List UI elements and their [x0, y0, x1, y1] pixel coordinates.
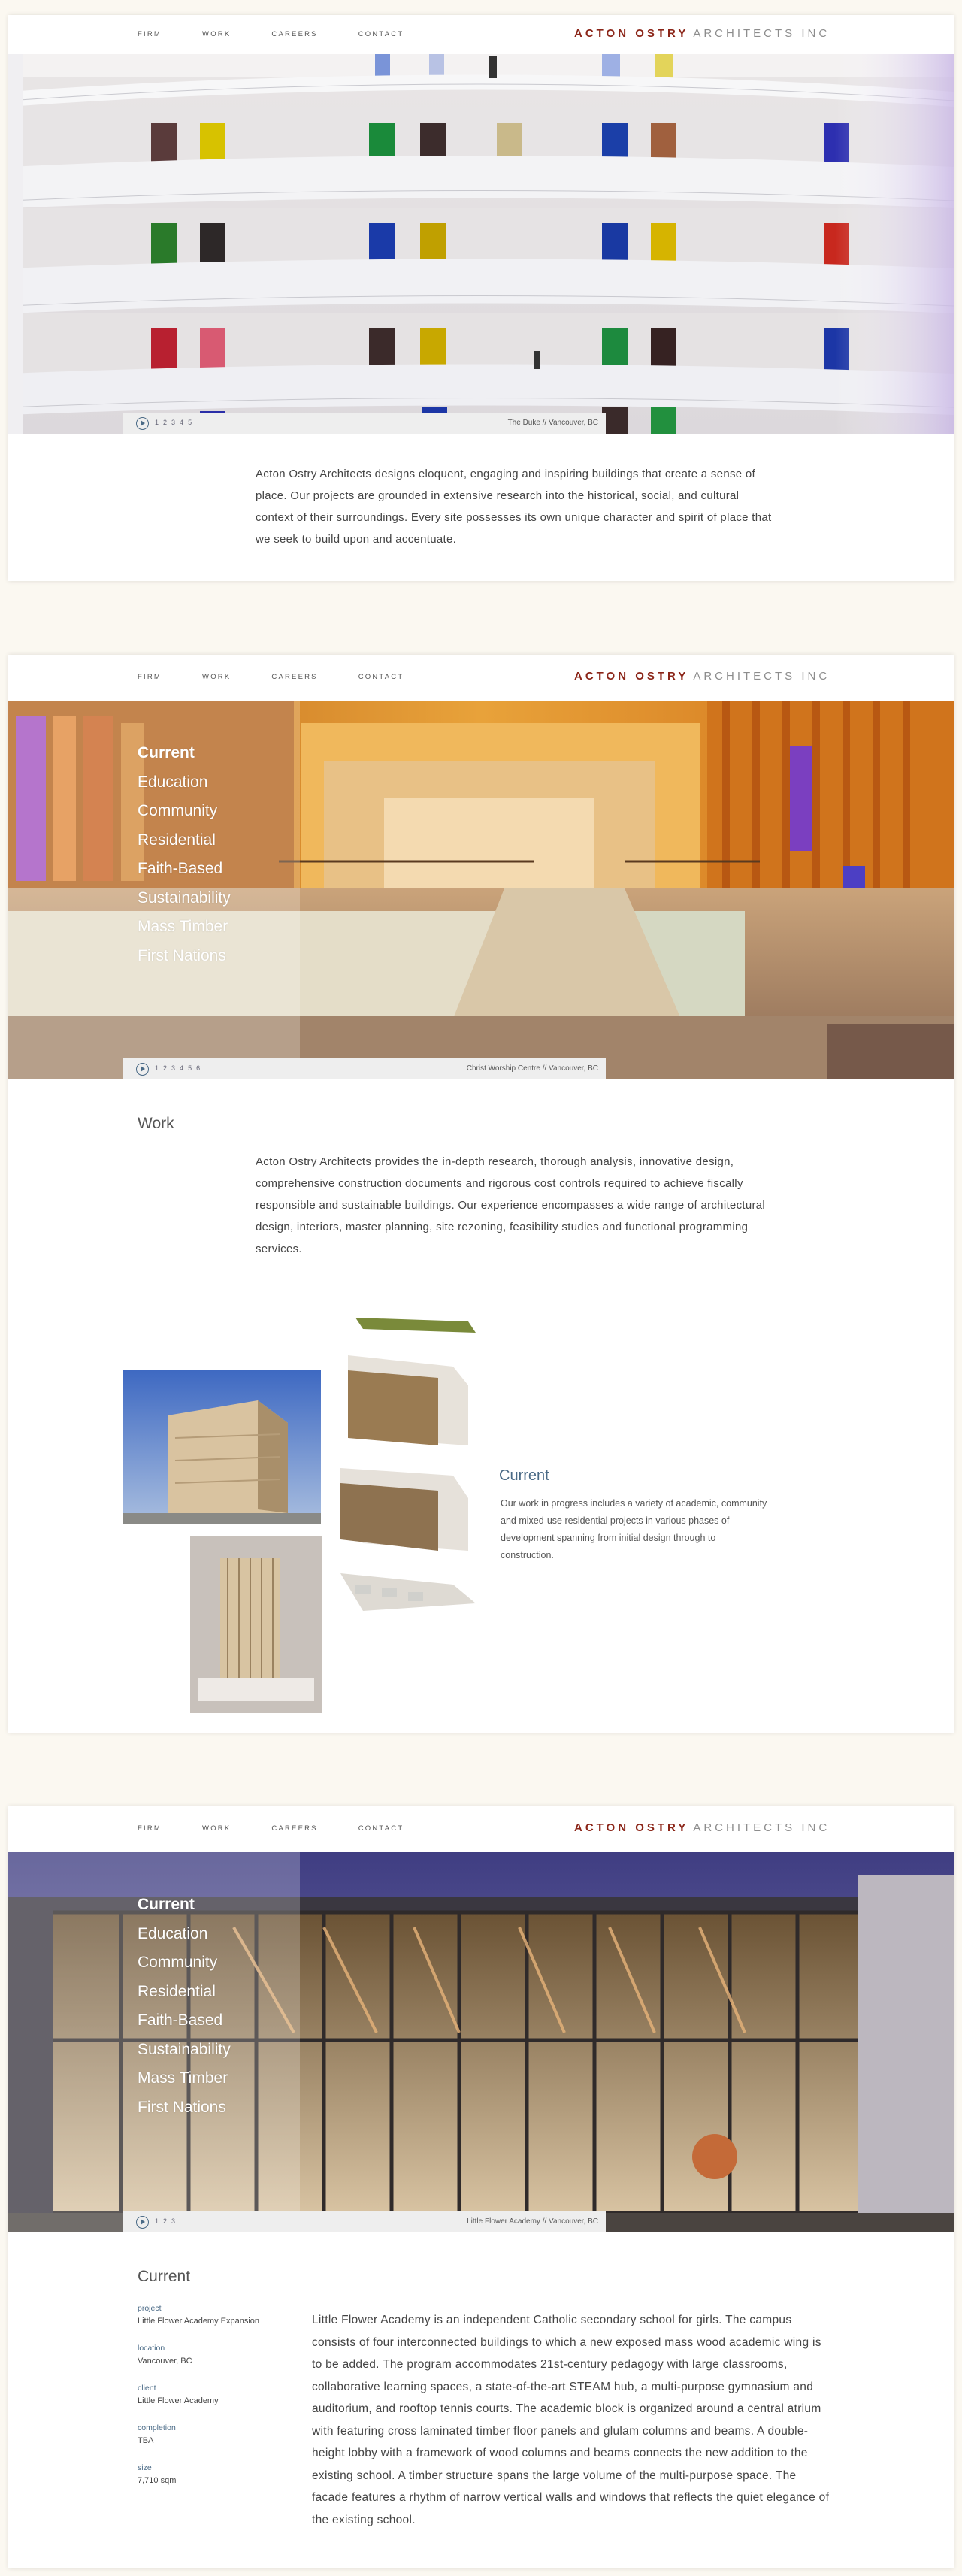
nav-careers[interactable]: CAREERS: [271, 30, 318, 38]
nav-work[interactable]: WORK: [202, 1824, 231, 1833]
work-intro-text: Acton Ostry Architects provides the in-depth research, thorough analysis, innovative design, comprehensive construction documents and rigorous cost controls required to achieve fiscally responsible and sustainable buildings. Our experience encompasses a wide range of architectural design, interiors, master planning, site rezoning, feasibility studies and functional programming services.: [256, 1155, 766, 1255]
hero-image-worship: [8, 701, 954, 1079]
menu-faith-based[interactable]: Faith-Based: [138, 860, 223, 877]
slide-1[interactable]: 1: [155, 2217, 162, 2225]
hero-image-little-flower: [8, 1852, 954, 2232]
slide-2[interactable]: 2: [163, 1064, 171, 1072]
brand-logo[interactable]: [574, 670, 830, 683]
current-projects-collage: [123, 1310, 483, 1713]
brand-suffix: ARCHITECTS INC: [693, 670, 830, 683]
hero-image-atrium: [8, 54, 954, 434]
slide-2[interactable]: 2: [163, 419, 171, 426]
slide-caption-bar: [123, 413, 606, 434]
fact-project: [138, 2303, 303, 2328]
slide-5[interactable]: 5: [188, 419, 195, 426]
slide-6[interactable]: 6: [196, 1064, 204, 1072]
brand-name: ACTON OSTRY: [574, 27, 689, 40]
nav-links: [138, 673, 444, 681]
menu-faith-based[interactable]: Faith-Based: [138, 2011, 223, 2029]
menu-community[interactable]: Community: [138, 1954, 218, 1971]
menu-education[interactable]: Education: [138, 1924, 208, 1942]
slide-1[interactable]: 1: [155, 1064, 162, 1072]
feature-text-current: Our work in progress includes a variety of academic, community and mixed-use residential projects in various phases of development spanning from initial design through to construction.: [501, 1498, 767, 1560]
slide-pager: [155, 1064, 204, 1072]
fact-label: completion: [138, 2423, 176, 2432]
slide-caption: The Duke // Vancouver, BC: [507, 419, 598, 427]
slide-5[interactable]: 5: [188, 1064, 195, 1072]
play-icon[interactable]: [136, 417, 149, 430]
fact-location: [138, 2343, 303, 2368]
fact-label: location: [138, 2344, 165, 2353]
menu-residential[interactable]: Residential: [138, 831, 216, 849]
fact-client: [138, 2383, 303, 2408]
slide-caption-bar: [123, 1058, 606, 1079]
slide-caption: Christ Worship Centre // Vancouver, BC: [466, 1064, 598, 1073]
menu-mass-timber[interactable]: Mass Timber: [138, 2069, 228, 2087]
nav-firm[interactable]: FIRM: [138, 1824, 162, 1833]
fact-label: client: [138, 2384, 156, 2393]
menu-residential[interactable]: Residential: [138, 1982, 216, 2000]
fact-label: size: [138, 2463, 152, 2472]
brand-name: ACTON OSTRY: [574, 1821, 689, 1834]
fact-value: Little Flower Academy Expansion: [138, 2317, 260, 2326]
nav-work[interactable]: WORK: [202, 30, 231, 38]
play-icon[interactable]: [136, 1063, 149, 1076]
slide-pager: [155, 419, 196, 426]
menu-education[interactable]: Education: [138, 773, 208, 791]
brand-suffix: ARCHITECTS INC: [693, 1821, 830, 1834]
slide-caption-bar: [123, 2211, 606, 2232]
slide-1[interactable]: 1: [155, 419, 162, 426]
slide-3[interactable]: 3: [171, 1064, 179, 1072]
fact-value: 7,710 sqm: [138, 2476, 177, 2485]
menu-first-nations[interactable]: First Nations: [138, 2098, 226, 2116]
nav-careers[interactable]: CAREERS: [271, 1824, 318, 1833]
brand-name: ACTON OSTRY: [574, 670, 689, 683]
nav-links: [138, 1824, 444, 1833]
panel-work: [8, 655, 954, 1733]
fact-label: project: [138, 2304, 162, 2313]
slide-caption: Little Flower Academy // Vancouver, BC: [467, 2217, 598, 2226]
slide-3[interactable]: 3: [171, 419, 179, 426]
atrium-photo: [8, 54, 954, 434]
section-title-current: Current: [138, 2268, 191, 2285]
feature-title-current[interactable]: Current: [499, 1467, 549, 1484]
nav-work[interactable]: WORK: [202, 673, 231, 681]
fact-value: TBA: [138, 2436, 154, 2445]
slide-3[interactable]: 3: [171, 2217, 179, 2225]
fact-size: [138, 2462, 303, 2487]
top-nav: [8, 655, 954, 701]
brand-logo[interactable]: [574, 27, 830, 40]
play-icon[interactable]: [136, 2216, 149, 2229]
menu-mass-timber[interactable]: Mass Timber: [138, 918, 228, 935]
menu-sustainability[interactable]: Sustainability: [138, 2040, 231, 2058]
nav-contact[interactable]: CONTACT: [358, 673, 404, 681]
brand-suffix: ARCHITECTS INC: [693, 27, 830, 40]
menu-first-nations[interactable]: First Nations: [138, 946, 226, 964]
section-title-work: Work: [138, 1115, 174, 1132]
fact-value: Little Flower Academy: [138, 2396, 219, 2405]
brand-logo[interactable]: [574, 1821, 830, 1834]
nav-firm[interactable]: FIRM: [138, 30, 162, 38]
fact-value: Vancouver, BC: [138, 2357, 192, 2366]
menu-sustainability[interactable]: Sustainability: [138, 888, 231, 907]
top-nav: [8, 15, 954, 54]
category-menu: [138, 739, 231, 970]
top-nav: [8, 1806, 954, 1852]
category-menu: [138, 1890, 231, 2122]
nav-links: [138, 30, 444, 38]
menu-current[interactable]: Current: [138, 1896, 195, 1913]
slide-2[interactable]: 2: [163, 2217, 171, 2225]
panel-home: [8, 15, 954, 581]
intro-text: Acton Ostry Architects designs eloquent, engaging and inspiring buildings that create a sense of place. Our projects are grounded in extensive research into the historical, social, and cultural context of their surroundings. Every site possesses its own unique character and spirit of place that we seek to build upon and accentuate.: [256, 468, 772, 546]
nav-contact[interactable]: CONTACT: [358, 1824, 404, 1833]
project-description: Little Flower Academy is an independent Catholic secondary school for girls. The campus consists of four interconnected buildings to which a new exposed mass wood academic wing is to be added. The program accommodates 21st-century pedagogy with large classrooms, collaborative learning spaces, a state-of-the-art STEAM hub, a multi-purpose gymnasium and auditorium, and rooftop tennis courts. The academic block is organized around a central atrium with featuring cross laminated timber floor panels and glulam columns and beams. A double-height lobby with a framework of wood columns and beams connects the new addition to the existing school. A timber structure spans the large volume of the multi-purpose space. The facade features a rhythm of narrow vertical walls and windows that reflects the quiet elegance of the existing school.: [312, 2314, 830, 2526]
nav-firm[interactable]: FIRM: [138, 673, 162, 681]
nav-contact[interactable]: CONTACT: [358, 30, 404, 38]
slide-pager: [155, 2217, 180, 2225]
panel-current: [8, 1806, 954, 2568]
menu-community[interactable]: Community: [138, 802, 218, 819]
nav-careers[interactable]: CAREERS: [271, 673, 318, 681]
project-facts: [138, 2303, 303, 2487]
fact-completion: [138, 2423, 303, 2447]
slide-4[interactable]: 4: [180, 419, 187, 426]
feature-gallery[interactable]: [123, 1310, 483, 1713]
slide-4[interactable]: 4: [180, 1064, 187, 1072]
menu-current[interactable]: Current: [138, 744, 195, 761]
